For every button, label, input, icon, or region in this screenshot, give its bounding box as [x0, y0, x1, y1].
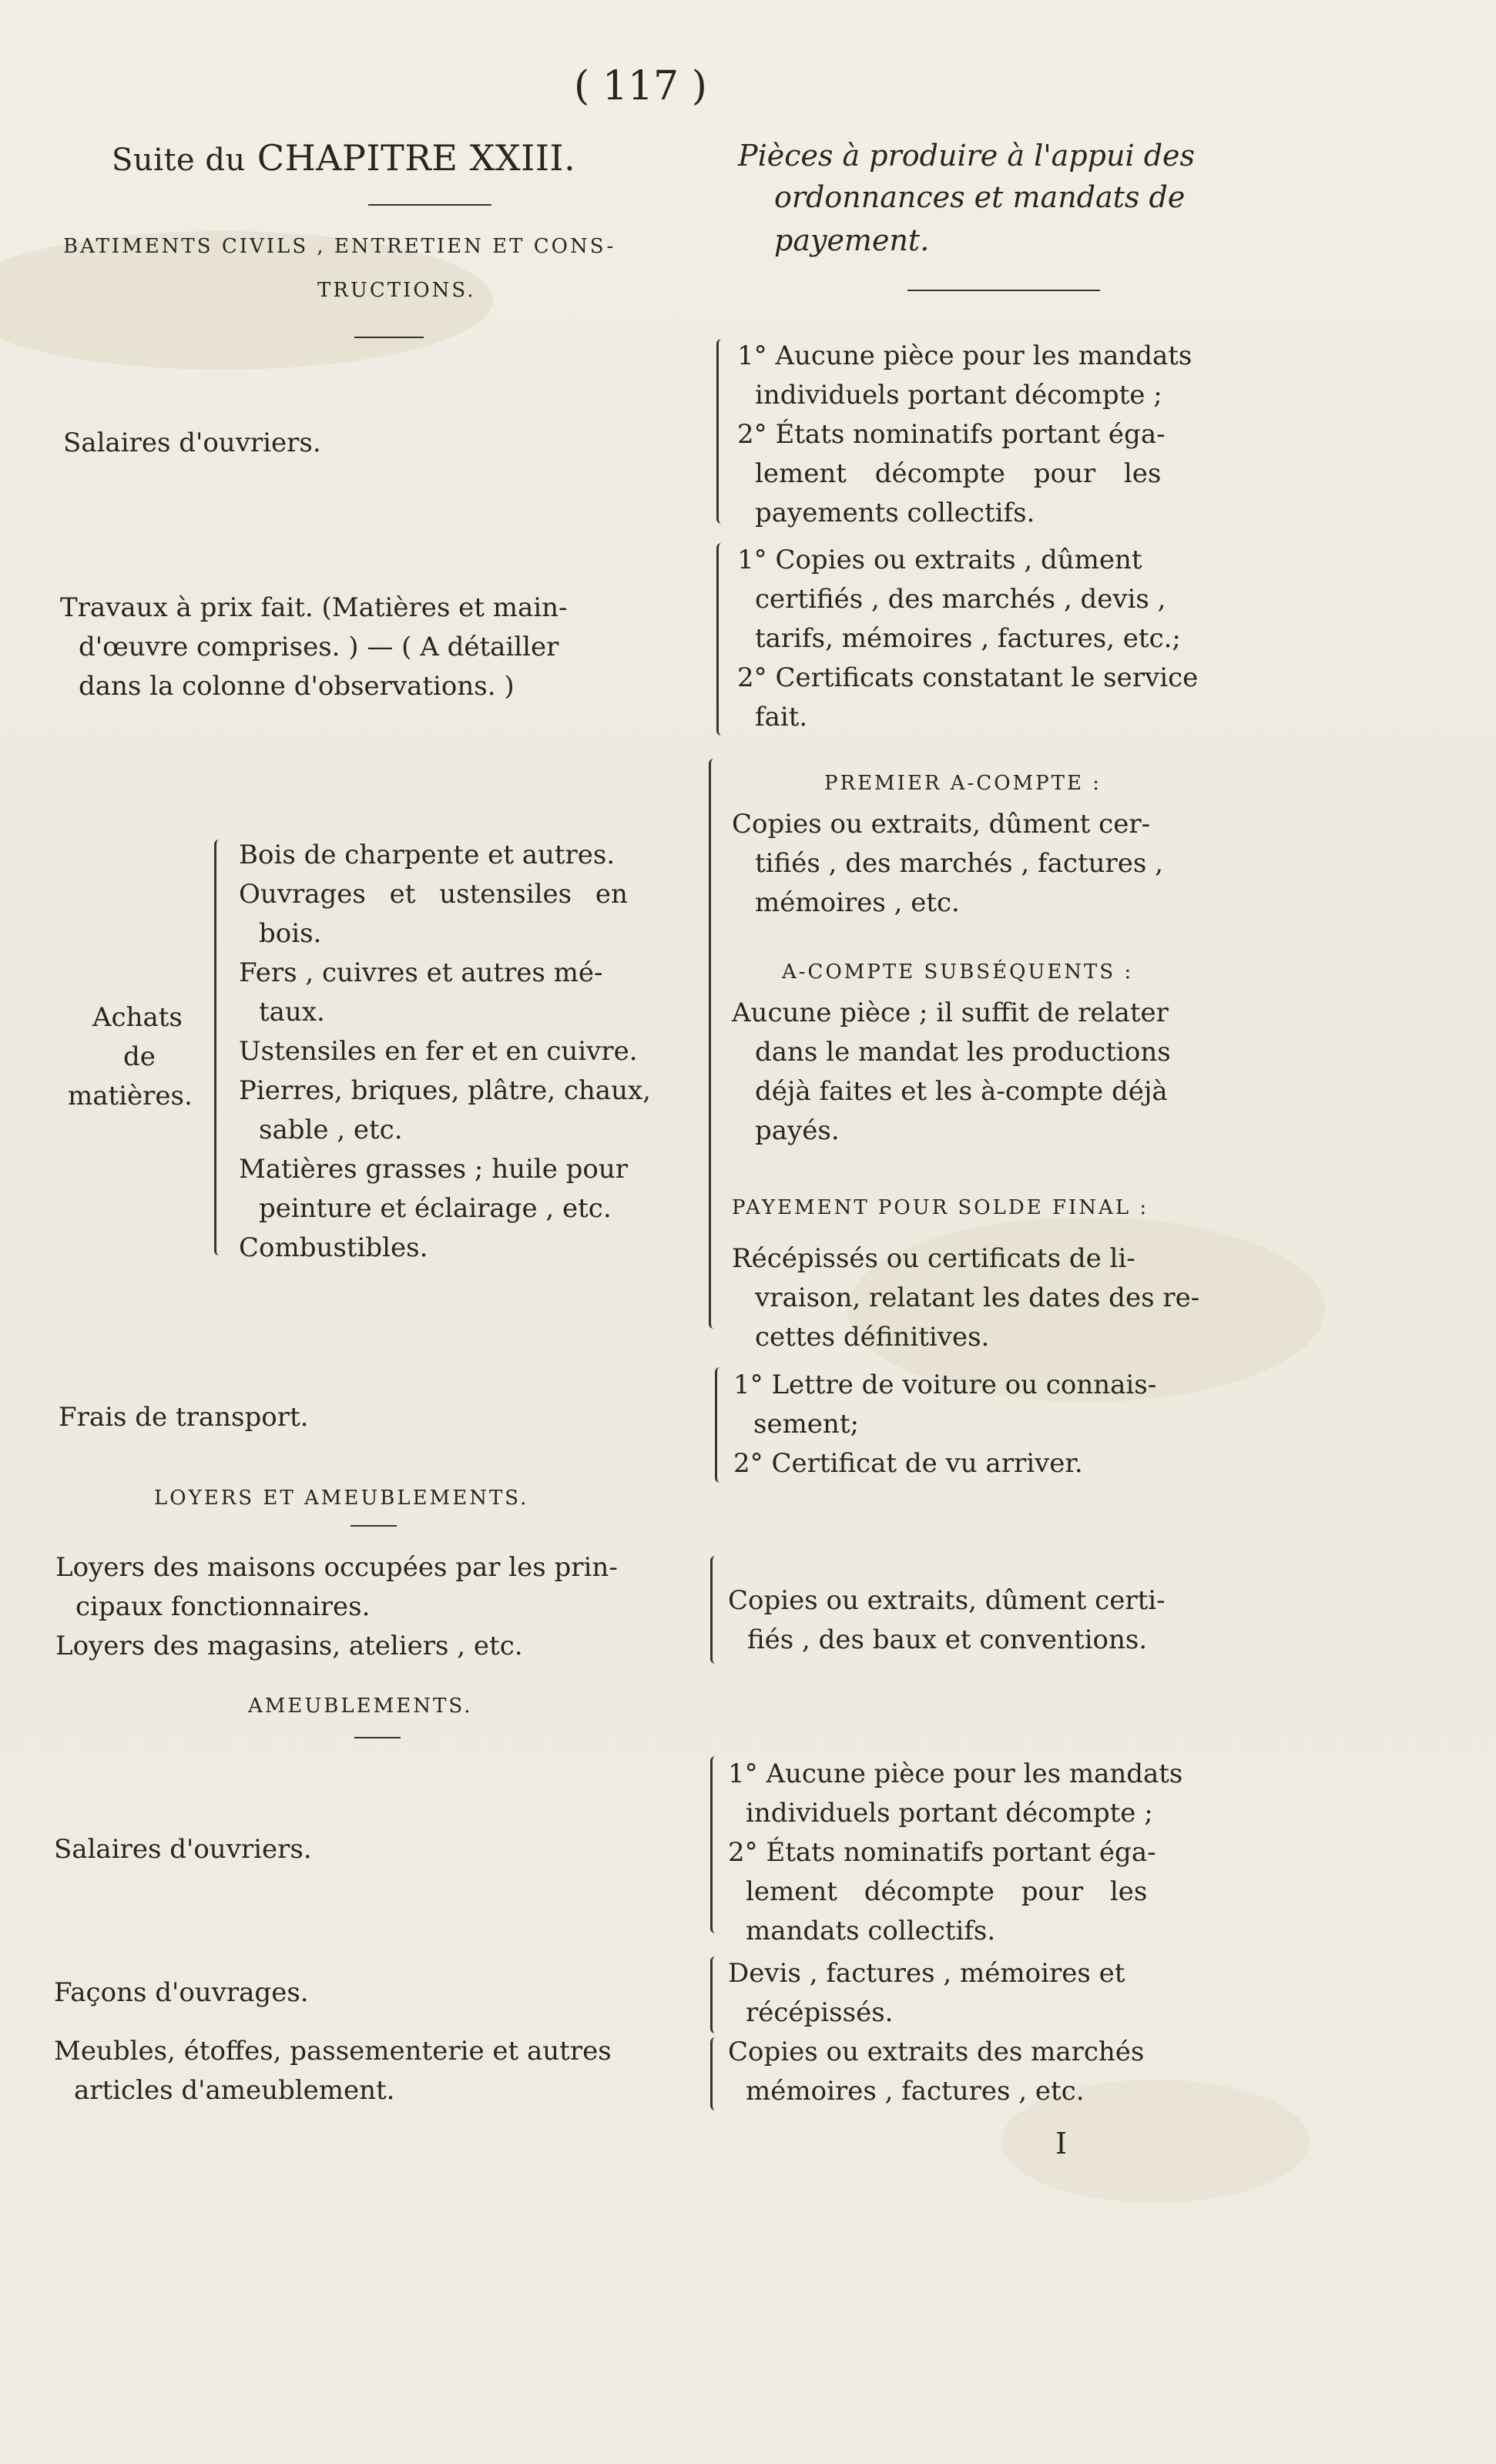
- right-text-line: cettes définitives.: [755, 1322, 990, 1353]
- divider: [907, 290, 1100, 291]
- section-heading: AMEUBLEMENTS.: [248, 1695, 473, 1718]
- item-label: Salaires d'ouvriers.: [54, 1834, 312, 1865]
- right-text-line: certifiés , des marchés , devis ,: [755, 584, 1166, 615]
- page-number: ( 117 ): [574, 63, 707, 109]
- right-text-line: dans le mandat les productions: [755, 1037, 1171, 1068]
- material-item: Ustensiles en fer et en cuivre.: [239, 1036, 638, 1067]
- achats-label: de: [123, 1041, 156, 1072]
- brace: [715, 1367, 725, 1483]
- right-text-line: fait.: [755, 702, 808, 732]
- subheading: A-COMPTE SUBSÉQUENTS :: [782, 960, 1134, 984]
- right-text-line: Copies ou extraits des marchés: [728, 2037, 1145, 2067]
- right-text-line: individuels portant décompte ;: [746, 1798, 1153, 1829]
- right-text-line: 2° Certificat de vu arriver.: [733, 1448, 1083, 1479]
- right-text-line: 1° Aucune pièce pour les mandats: [728, 1758, 1183, 1789]
- right-text-line: Récépissés ou certificats de li-: [732, 1243, 1135, 1274]
- right-text-line: lement décompte pour les: [755, 458, 1162, 489]
- item-label: Salaires d'ouvriers.: [63, 427, 321, 458]
- material-item: sable , etc.: [259, 1115, 403, 1145]
- right-text-line: 1° Lettre de voiture ou connais-: [733, 1369, 1157, 1400]
- material-item: Matières grasses ; huile pour: [239, 1154, 629, 1185]
- right-text-line: vraison, relatant les dates des re-: [755, 1282, 1200, 1313]
- right-text-line: mandats collectifs.: [746, 1916, 996, 1946]
- right-title-line: Pièces à produire à l'appui des: [738, 139, 1196, 173]
- right-text-line: mémoires , factures , etc.: [746, 2076, 1085, 2107]
- chapter-heading: [112, 137, 575, 179]
- divider: [354, 337, 424, 338]
- right-text-line: 2° États nominatifs portant éga-: [737, 419, 1166, 450]
- section-heading: LOYERS ET AMEUBLEMENTS.: [154, 1487, 529, 1510]
- right-text-line: Copies ou extraits, dûment certi-: [728, 1585, 1166, 1616]
- material-item: peinture et éclairage , etc.: [259, 1193, 612, 1224]
- material-item: bois.: [259, 918, 322, 949]
- material-item: Fers , cuivres et autres mé-: [239, 957, 603, 988]
- divider: [368, 204, 491, 206]
- item-label: Travaux à prix fait. (Matières et main-: [60, 592, 568, 623]
- right-text-line: sement;: [753, 1409, 859, 1440]
- brace: [710, 1756, 720, 1933]
- right-title-line: ordonnances et mandats de: [774, 180, 1186, 214]
- item-label: dans la colonne d'observations. ): [79, 671, 515, 702]
- right-text-line: 1° Copies ou extraits , dûment: [737, 545, 1142, 575]
- right-text-line: 2° États nominatifs portant éga-: [728, 1837, 1156, 1868]
- brace: [709, 759, 719, 1329]
- item-label: Loyers des magasins, ateliers , etc.: [55, 1631, 523, 1661]
- subheading: PAYEMENT POUR SOLDE FINAL :: [732, 1196, 1149, 1219]
- divider: [354, 1737, 401, 1738]
- right-text-line: Devis , factures , mémoires et: [728, 1958, 1125, 1989]
- item-label: d'œuvre comprises. ) — ( A détailler: [79, 632, 559, 662]
- item-label: cipaux fonctionnaires.: [75, 1591, 371, 1622]
- right-text-line: récépissés.: [746, 1997, 894, 2028]
- right-text-line: lement décompte pour les: [746, 1876, 1148, 1907]
- item-label: Meubles, étoffes, passementerie et autres: [54, 2036, 612, 2067]
- right-text-line: payements collectifs.: [755, 498, 1035, 528]
- item-label: Frais de transport.: [59, 1402, 309, 1433]
- brace: [716, 543, 726, 736]
- material-item: Pierres, briques, plâtre, chaux,: [239, 1075, 651, 1106]
- right-text-line: Aucune pièce ; il suffit de relater: [732, 997, 1169, 1028]
- brace: [710, 1556, 720, 1664]
- brace: [716, 339, 726, 524]
- chapter-title: CHAPITRE XXIII.: [257, 137, 576, 179]
- brace: [710, 2037, 720, 2110]
- right-text-line: déjà faites et les à-compte déjà: [755, 1076, 1168, 1107]
- subheading: PREMIER A-COMPTE :: [824, 772, 1102, 795]
- right-text-line: Copies ou extraits, dûment cer-: [732, 809, 1151, 840]
- material-item: Combustibles.: [239, 1232, 428, 1263]
- item-label: articles d'ameublement.: [74, 2075, 395, 2106]
- item-label: Loyers des maisons occupées par les prin-: [55, 1552, 618, 1583]
- right-title-line: payement.: [774, 223, 930, 257]
- section-heading: BATIMENTS CIVILS , ENTRETIEN ET CONS-: [63, 235, 616, 258]
- right-text-line: mémoires , etc.: [755, 887, 960, 918]
- brace: [214, 840, 224, 1255]
- right-text-line: fiés , des baux et conventions.: [747, 1624, 1148, 1655]
- brace: [710, 1956, 720, 2033]
- right-text-line: 2° Certificats constatant le service: [737, 662, 1199, 693]
- right-text-line: payés.: [755, 1115, 840, 1146]
- chapter-prefix: Suite du: [112, 142, 246, 178]
- item-label: Façons d'ouvrages.: [54, 1977, 309, 2008]
- right-text-line: tifiés , des marchés , factures ,: [755, 848, 1163, 879]
- right-text-line: individuels portant décompte ;: [755, 380, 1162, 411]
- material-item: taux.: [259, 997, 325, 1028]
- material-item: Bois de charpente et autres.: [239, 840, 616, 870]
- achats-label: matières.: [68, 1081, 193, 1111]
- right-text-line: tarifs, mémoires , factures, etc.;: [755, 623, 1181, 654]
- achats-label: Achats: [92, 1002, 183, 1033]
- material-item: Ouvrages et ustensiles en: [239, 879, 628, 910]
- section-heading: TRUCTIONS.: [317, 279, 476, 302]
- divider: [351, 1525, 397, 1527]
- right-text-line: 1° Aucune pièce pour les mandats: [737, 340, 1192, 371]
- signature-mark: I: [1055, 2127, 1068, 2161]
